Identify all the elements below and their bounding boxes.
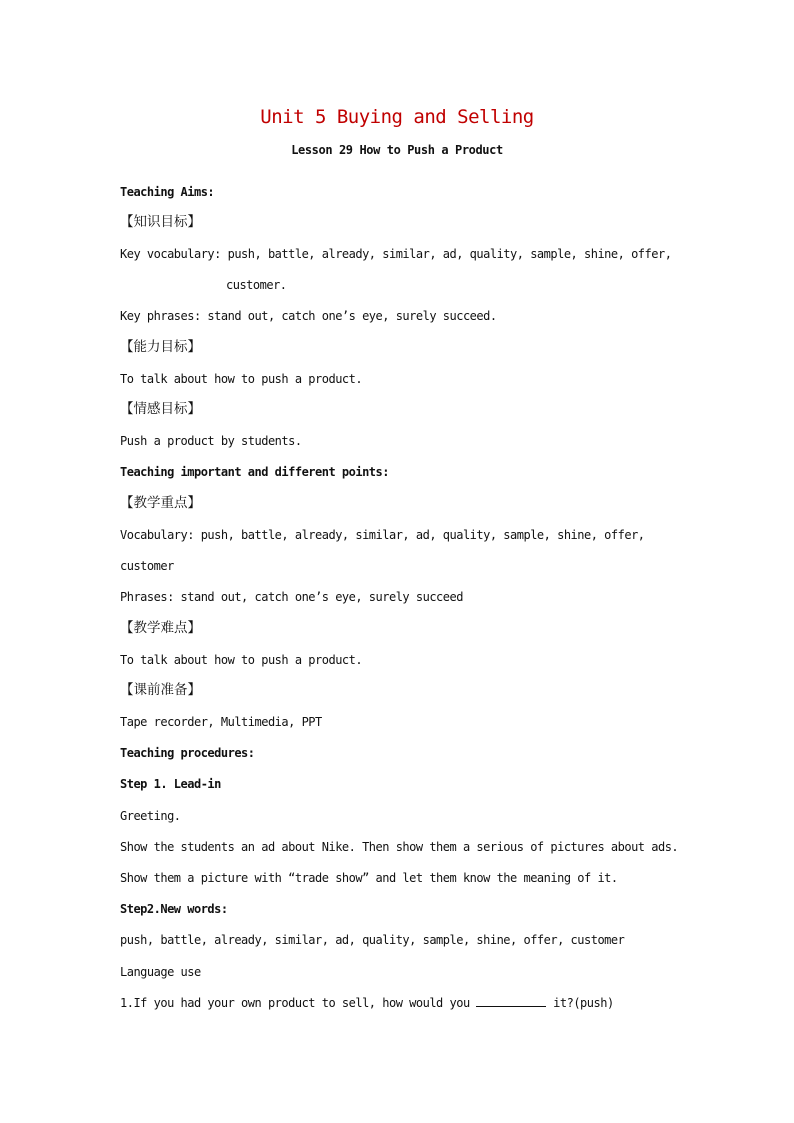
step2-heading: Step2.New words: (120, 902, 228, 916)
preparation-heading: 【课前准备】 (120, 682, 201, 698)
ability-goal-text: To talk about how to push a product. (120, 372, 363, 386)
question-1-end: it?(push) (553, 996, 614, 1010)
show-ad-text: Show the students an ad about Nike. Then show them a serious of pictures about ads. (120, 840, 679, 854)
answer-blank (476, 995, 546, 1007)
procedures-heading: Teaching procedures: (120, 746, 255, 760)
vocabulary-line-1: Vocabulary: push, battle, already, similar, ad, quality, sample, shine, offer, (120, 528, 645, 542)
emotion-goal-text: Push a product by students. (120, 434, 302, 448)
key-vocabulary-line-1: Key vocabulary: push, battle, already, similar, ad, quality, sample, shine, offer, (120, 247, 672, 261)
knowledge-goal-heading: 【知识目标】 (120, 214, 201, 230)
step1-heading: Step 1. Lead-in (120, 777, 221, 791)
greeting-text: Greeting. (120, 809, 181, 823)
phrases-line: Phrases: stand out, catch one’s eye, surely succeed (120, 590, 463, 604)
lesson-subtitle: Lesson 29 How to Push a Product (291, 143, 503, 157)
exercise-question-1 (120, 995, 614, 1011)
teaching-aims-heading: Teaching Aims: (120, 185, 215, 199)
question-1-start: 1.If you had your own product to sell, how would you (120, 996, 470, 1010)
ability-goal-heading: 【能力目标】 (120, 339, 201, 355)
page-title: Unit 5 Buying and Selling (260, 106, 534, 128)
difficult-point-text: To talk about how to push a product. (120, 653, 363, 667)
key-phrases-line: Key phrases: stand out, catch one’s eye, surely succeed. (120, 309, 497, 323)
vocabulary-line-2: customer (120, 559, 174, 573)
key-point-heading: 【教学重点】 (120, 495, 201, 511)
new-words-list: push, battle, already, similar, ad, quality, sample, shine, offer, customer (120, 933, 625, 947)
preparation-text: Tape recorder, Multimedia, PPT (120, 715, 322, 729)
difficult-point-heading: 【教学难点】 (120, 620, 201, 636)
important-points-heading: Teaching important and different points: (120, 465, 389, 479)
key-vocabulary-line-2: customer. (226, 278, 287, 292)
show-trade-show-text: Show them a picture with “trade show” and let them know the meaning of it. (120, 871, 618, 885)
language-use-heading: Language use (120, 965, 201, 979)
emotion-goal-heading: 【情感目标】 (120, 401, 201, 417)
